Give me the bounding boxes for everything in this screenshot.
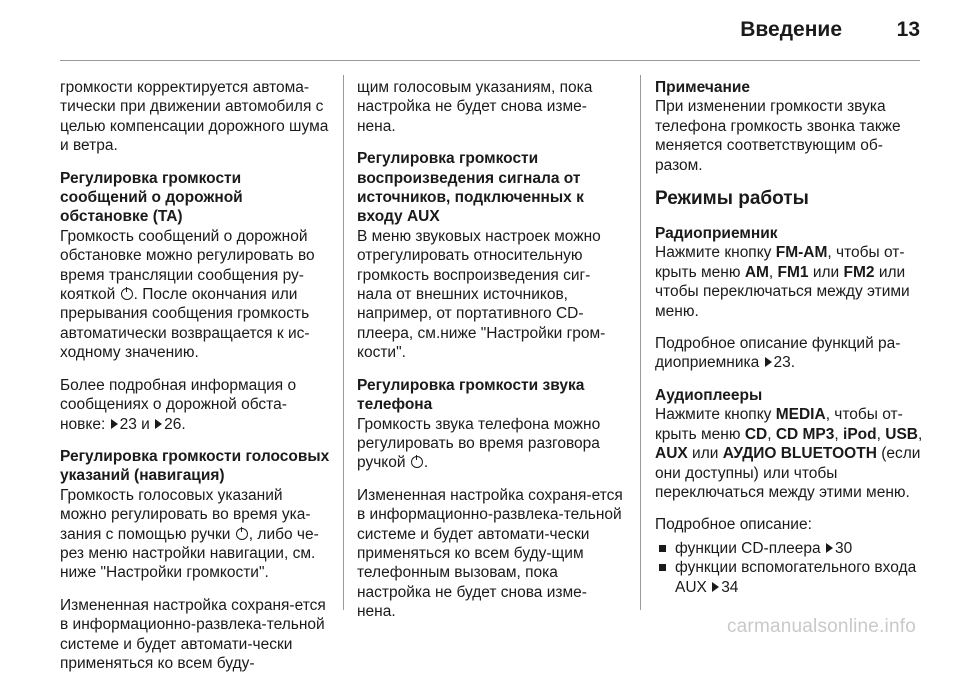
- column-divider-2: [640, 75, 641, 610]
- column-1: [60, 78, 330, 686]
- paragraph-radio: Нажмите кнопку FM-AM, чтобы от-крыть меню AM, FM1 или FM2 или чтобы переключаться между этими меню.: [655, 244, 910, 320]
- paragraph-phone-saved: Измененная настройка сохраня-ется в информационно-развлека-тельной системе и будет автомати-чески применяться ко всем буду-щим телефонным вызовам, пока настройка не будет снова изме-нена.: [357, 486, 623, 621]
- section-title: Введение: [740, 18, 842, 41]
- paragraph-detail: Подробное описание:: [655, 516, 812, 534]
- page-ref-link[interactable]: 30: [834, 539, 853, 557]
- heading-ta-volume: Регулировка громкости сообщений о дорожной обстановке (TA): [60, 169, 243, 226]
- heading-radio: Радиоприемник: [655, 225, 778, 243]
- volume-knob-icon: [121, 288, 133, 300]
- paragraph-continuation: громкости корректируется автома-тически при движении автомобиля с целью компенсации дорожного шума и ветра.: [60, 79, 329, 155]
- heading-audio-players: Аудиоплееры: [655, 386, 763, 404]
- paragraph-ta: Громкость сообщений о дорожной обстановке можно регулировать во время трансляции сообщения ру-кояткой . После окончания или прерывания сообщения громкость автоматически возвращается к ис-ходному значению.: [60, 227, 315, 362]
- page-ref-link[interactable]: 34: [721, 578, 739, 596]
- page-header: [0, 0, 960, 62]
- fm-am-button-label: FM-AM: [775, 244, 828, 262]
- page-ref-arrow-icon: [155, 419, 162, 429]
- page-number: 13: [896, 18, 920, 41]
- square-bullet-icon: [659, 545, 666, 552]
- page-ref-link[interactable]: 23: [119, 415, 137, 433]
- header-divider: [60, 60, 920, 61]
- volume-knob-icon: [236, 528, 248, 540]
- page-ref-arrow-icon: [111, 419, 118, 429]
- page-ref-arrow-icon: [712, 582, 719, 592]
- heading-phone-volume: Регулировка громкости звука телефона: [357, 376, 585, 414]
- note-text: При изменении громкости звука телефона громкость звонка также меняется соответствующим об-разом.: [655, 98, 901, 174]
- paragraph-nav-saved: Измененная настройка сохраня-ется в информационно-развлека-тельной системе и будет автомати-чески применяться ко всем буду-: [60, 596, 326, 672]
- media-button-label: MEDIA: [775, 406, 826, 424]
- heading-operating-modes: Режимы работы: [655, 188, 809, 210]
- heading-aux-volume: Регулировка громкости воспроизведения сигнала от источников, подключенных к входу AUX: [357, 150, 584, 226]
- heading-nav-volume: Регулировка громкости голосовых указаний (навигация): [60, 447, 330, 485]
- watermark: carmanualsonline.info: [726, 616, 916, 637]
- paragraph-nav: Громкость голосовых указаний можно регулировать во время ука-зания с помощью ручки , либо че-рез меню настройки навигации, см. ниже "Настройки громкости".: [60, 486, 319, 582]
- list-item: функции CD-плеера 30: [655, 539, 930, 558]
- page-ref-arrow-icon: [765, 357, 772, 367]
- page-ref-link[interactable]: 23.: [773, 354, 796, 372]
- note-title: Примечание: [655, 79, 750, 96]
- paragraph-radio-more: Подробное описание функций ра-диоприемника 23.: [655, 335, 901, 372]
- paragraph-ta-more: Более подробная информация о сообщениях о дорожной обста-новке: 23 и 26.: [60, 376, 297, 433]
- paragraph-audio: Нажмите кнопку MEDIA, чтобы от-крыть меню CD, CD MP3, iPod, USB, AUX или АУДИО BLUETOOTH (если они доступны) или чтобы переключаться между этими меню.: [655, 406, 923, 501]
- volume-knob-icon: [411, 456, 423, 468]
- paragraph-aux: В меню звуковых настроек можно отрегулировать относительную громкость воспроизведения сиг-нала от внешних источников, например, от портативного CD-плеера, см.ниже "Настройки гром-кости".: [357, 227, 606, 362]
- square-bullet-icon: [659, 564, 666, 571]
- detail-list: [655, 539, 930, 597]
- page-ref-arrow-icon: [826, 543, 833, 553]
- column-3: [655, 78, 930, 597]
- list-item: функции вспомогательного входа AUX 34: [655, 558, 930, 597]
- column-2: [357, 78, 625, 635]
- column-divider-1: [343, 75, 344, 610]
- paragraph-continuation: щим голосовым указаниям, пока настройка не будет снова изме-нена.: [357, 79, 593, 135]
- paragraph-phone: Громкость звука телефона можно регулировать во время разговора ручкой .: [357, 415, 601, 472]
- page-ref-link[interactable]: 26.: [164, 415, 186, 433]
